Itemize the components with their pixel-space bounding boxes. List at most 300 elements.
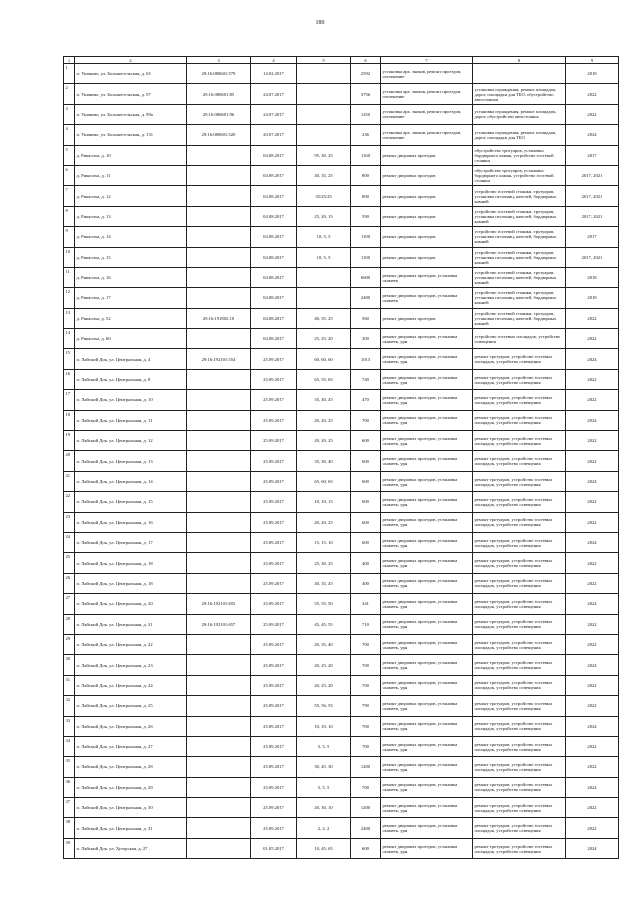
table-cell: д. Рикасиха, д. 52 [75,308,187,328]
table-cell: 2024 [566,349,619,369]
table-cell: ремонт дворовых проездов, установка скамеек, урн [381,594,473,614]
table-cell: ремонт тротуаров, устройство гостевых площадок, устройство освещения [473,798,566,818]
column-header: 9 [566,57,619,64]
table-cell [187,471,251,491]
table-cell: ремонт тротуаров, устройство гостевых площадок, устройство освещения [473,410,566,430]
table-row [64,64,619,84]
column-header: 5 [297,57,351,64]
table-cell: 2022 [566,573,619,593]
table-cell: д. Рикасиха, д. 12 [75,186,187,206]
table-cell: ремонт дворовых проездов, установка скамеек, урн [381,451,473,471]
table-cell [187,532,251,552]
table-cell: 24.07.2017 [251,84,297,104]
table-cell: устройство гостевой стоянки, тротуаров, установка песочниц, качелей, бордюрных камней [473,206,566,226]
table-cell: ремонт дворовых проездов, установка скамеек, урн [381,532,473,552]
table-row [64,308,619,328]
table-cell: ремонт тротуаров, устройство гостевых площадок, устройство освещения [473,736,566,756]
table-row [64,716,619,736]
table-cell: 2022 [566,818,619,838]
table-cell: ремонт дворовых проездов, установка скамеек, урн [381,410,473,430]
table-row [64,736,619,756]
table-cell: 740 [351,369,381,389]
table-cell: 2022 [566,84,619,104]
table-cell [187,757,251,777]
table-cell: 2 [64,84,75,104]
table-cell [473,64,566,84]
table-cell: установка ограждения, ремонт площадок, дорог, обустройство автостоянок [473,104,566,124]
table-cell: 2018 [566,64,619,84]
table-cell: д. Рикасиха, д. 13 [75,206,187,226]
table-cell: 25.09.2017 [251,431,297,451]
table-cell: 25.09.2017 [251,471,297,491]
table-cell: 10, 45, 65 [297,838,351,858]
table-cell: 4 [64,125,75,145]
table-cell: 25.09.2017 [251,798,297,818]
table-cell: ремонт тротуаров, устройство гостевых площадок, устройство освещения [473,838,566,858]
table-row [64,818,619,838]
table-cell: 29 [64,634,75,654]
table-cell: 29:16:080601:520 [187,125,251,145]
table-cell: д. Рикасиха, д. 60 [75,329,187,349]
table-row [64,267,619,287]
table-cell: установка ограждения, ремонт площадок, дорог, площадки для ТБО [473,125,566,145]
table-cell: ремонт дворовых проездов, установка скамеек, урн [381,329,473,349]
table-cell [187,410,251,430]
table-cell: 2022 [566,369,619,389]
table-cell: устройство гостевой стоянки, тротуаров, установка песочниц, качелей, бордюрных камней [473,308,566,328]
table-cell: 25.09.2017 [251,349,297,369]
table-cell: 20, 25, 20 [297,655,351,675]
table-row [64,165,619,185]
column-header: 7 [381,57,473,64]
table-cell [187,573,251,593]
table-cell [187,492,251,512]
table-cell: установка арх. знаков, ремонт проездов, озеленение [381,125,473,145]
table-cell: устройство гостевой стоянки, тротуаров, установка песочниц, качелей, бордюрных камней [473,247,566,267]
table-cell: 2024 [566,471,619,491]
table-cell: ремонт дворовых проездов, установка скамеек, урн [381,696,473,716]
table-cell: п. Лайский Док, ул. Центральная, д. 24 [75,675,187,695]
table-cell [187,431,251,451]
table-cell: ремонт дворовых проездов, установка скамеек [381,267,473,287]
table-cell [187,716,251,736]
table-cell: 33 [64,716,75,736]
table-cell: 1 [64,64,75,84]
table-row [64,838,619,858]
table-cell: 25.09.2017 [251,512,297,532]
table-cell: 25, 25, 20 [297,329,351,349]
table-cell: установка арх. знаков, ремонт проездов, озеленение [381,84,473,104]
table-cell: ремонт тротуаров, устройство гостевых площадок, устройство освещения [473,553,566,573]
table-cell: 31 [64,675,75,695]
table-cell: ремонт дворовых проездов, установка скамеек, урн [381,390,473,410]
table-cell [187,798,251,818]
table-cell: 40, 35, 25 [297,308,351,328]
table-cell: 25.09.2017 [251,451,297,471]
table-cell: 2022 [566,736,619,756]
table-cell: 2024 [566,125,619,145]
table-cell: ремонт тротуаров, устройство гостевых площадок, устройство освещения [473,696,566,716]
improvement-table [63,56,619,859]
column-header: 4 [251,57,297,64]
table-cell: 25.09.2017 [251,594,297,614]
table-cell: 20, 20, 25 [297,512,351,532]
table-cell: 2017 [566,145,619,165]
column-header: 2 [75,57,187,64]
table-row [64,696,619,716]
table-cell: д. Рикасиха, д. 16 [75,267,187,287]
table-cell: ремонт тротуаров, устройство гостевых площадок, устройство освещения [473,675,566,695]
table-cell: п. Ушаково, ул. Большесельская, д. 99а [75,104,187,124]
table-cell: 35 [64,757,75,777]
table-cell: 5, 5, 5 [297,777,351,797]
table-cell: устройство гостевой стоянки, тротуаров, установка песочниц, качелей, бордюрных камней [473,227,566,247]
table-cell [187,512,251,532]
table-cell: 34 [64,736,75,756]
column-header: 3 [187,57,251,64]
table-cell: 2018 [566,267,619,287]
table-cell: 40, 35, 25 [297,165,351,185]
table-cell [187,186,251,206]
table-cell: 2400 [351,288,381,308]
table-cell [187,390,251,410]
table-cell [297,84,351,104]
table-cell: 700 [351,634,381,654]
table-cell: 20, 35, 40 [297,634,351,654]
table-row [64,390,619,410]
table-cell: 28 [64,614,75,634]
table-cell: п. Лайский Док, ул. Центральная, д. 30 [75,798,187,818]
table-cell: 600 [351,532,381,552]
table-cell [187,227,251,247]
table-cell: 800 [351,165,381,185]
table-cell: ремонт тротуаров, устройство гостевых площадок, устройство освещения [473,471,566,491]
table-cell: 790 [351,696,381,716]
table-row [64,410,619,430]
table-cell: 700 [351,655,381,675]
table-cell: ремонт дворовых проездов, установка скамеек, урн [381,655,473,675]
table-row [64,553,619,573]
table-cell: ремонт тротуаров, устройство гостевых площадок, устройство освещения [473,655,566,675]
table-cell: п. Лайский Док, ул. Центральная, д. 26 [75,716,187,736]
table-cell: 35, 40, 45 [297,390,351,410]
table-cell: п. Лайский Док, ул. Центральная, д. 25 [75,696,187,716]
table-cell: ремонт тротуаров, устройство гостевых площадок, устройство освещения [473,532,566,552]
table-cell: п. Лайский Док, ул. Центральная, д. 29 [75,777,187,797]
table-cell: ремонт дворовых проездов, установка скамеек, урн [381,573,473,593]
table-cell: 01.05.2017 [251,838,297,858]
table-cell: 2017 [566,227,619,247]
table-cell: п. Лайский Док, ул. Центральная, д. 23 [75,655,187,675]
table-cell [187,675,251,695]
table-cell: 2022 [566,675,619,695]
table-cell: 2592 [351,64,381,84]
table-cell: 600 [351,492,381,512]
table-cell: 27 [64,594,75,614]
table-cell: 600 [351,471,381,491]
table-cell: 10, 10, 15 [297,492,351,512]
table-row [64,288,619,308]
table-cell: обустройство тротуаров, установка бордюрного камня, устройство гостевой стоянки [473,145,566,165]
table-cell: 29:16:191802:10 [187,308,251,328]
table-cell: 2024 [566,410,619,430]
table-cell: 300 [351,329,381,349]
table-row [64,573,619,593]
table-cell [187,838,251,858]
table-cell: 24 [64,532,75,552]
table-cell: 11 [64,267,75,287]
table-cell: 700 [351,777,381,797]
table-row [64,84,619,104]
table-cell: п. Лайский Док, ул. Центральная, д. 22 [75,634,187,654]
table-cell: 04.08.2017 [251,247,297,267]
table-cell: 2022 [566,492,619,512]
table-row [64,431,619,451]
table-cell: п. Лайский Док, ул. Центральная, д. 12 [75,431,187,451]
table-cell: 25.09.2017 [251,818,297,838]
table-cell: ремонт тротуаров, устройство гостевых площадок, устройство освещения [473,349,566,369]
table-row [64,798,619,818]
table-cell: ремонт дворовых проездов [381,186,473,206]
table-cell [297,288,351,308]
table-cell: 04.08.2017 [251,308,297,328]
table-cell: 36 [64,777,75,797]
table-cell: п. Лайский Док, ул. Центральная, д. 17 [75,532,187,552]
table-cell: 16 [64,369,75,389]
table-row [64,206,619,226]
table-cell [187,329,251,349]
table-cell: 38 [64,818,75,838]
table-cell: 10, 5, 5 [297,227,351,247]
table-cell: 25.09.2017 [251,553,297,573]
table-cell: ремонт дворовых проездов, установка скамеек, урн [381,818,473,838]
table-cell: ремонт дворовых проездов, установка скамеек, урн [381,349,473,369]
table-cell: ремонт тротуаров, устройство гостевых площадок, устройство освещения [473,777,566,797]
table-cell: 65, 60, 65 [297,471,351,491]
table-cell: п. Лайский Док, ул. Центральная, д. 21 [75,614,187,634]
table-cell: 2400 [351,818,381,838]
table-cell: устройство гостевой стоянки, тротуаров, установка песочниц, качелей, бордюрных камней [473,186,566,206]
page-number: 189 [315,20,325,26]
table-cell: 600 [351,512,381,532]
table-cell: 13 [64,308,75,328]
table-cell: 25.09.2017 [251,532,297,552]
table-cell: ремонт дворовых проездов, установка скамеек [381,288,473,308]
table-row [64,512,619,532]
table-cell: 25.09.2017 [251,634,297,654]
table-cell: п. Лайский Док, ул. Центральная, д. 16 [75,512,187,532]
table-cell: 400 [351,553,381,573]
table-cell: ремонт дворовых проездов, установка скамеек, урн [381,431,473,451]
table-cell: устройство гостевых площадок, устройство освещения [473,329,566,349]
table-cell: 341 [351,594,381,614]
table-cell: 1160 [351,145,381,165]
table-cell: п. Ушаково, ул. Большесельская, д. 131 [75,125,187,145]
table-cell: 60, 60, 60 [297,349,351,369]
table-cell: 9 [64,227,75,247]
table-cell: 1450 [351,104,381,124]
table-cell: 15 [64,349,75,369]
table-cell: ремонт дворовых проездов, установка скамеек, урн [381,757,473,777]
table-cell [187,267,251,287]
table-cell: 04.08.2017 [251,165,297,185]
column-header: 1 [64,57,75,64]
table-cell: 20, 25, 20 [297,675,351,695]
table-cell: 5, 5, 5 [297,736,351,756]
table-cell: 10 [64,247,75,267]
table-cell [187,655,251,675]
table-row [64,349,619,369]
table-cell: ремонт тротуаров, устройство гостевых площадок, устройство освещения [473,369,566,389]
table-cell: 2017, 2021 [566,186,619,206]
table-cell: ремонт дворовых проездов [381,206,473,226]
table-cell [187,288,251,308]
table-cell: 26 [64,573,75,593]
table-cell: 400 [351,573,381,593]
table-cell: 20.07.2017 [251,125,297,145]
table-body [64,64,619,859]
table-cell: 560 [351,308,381,328]
table-cell: 25, 30, 25 [297,553,351,573]
table-cell: 19 [64,431,75,451]
table-cell: 25.09.2017 [251,492,297,512]
table-cell: п. Лайский Док, ул. Центральная, д. 13 [75,451,187,471]
table-cell: 2022 [566,634,619,654]
table-row [64,594,619,614]
table-row [64,532,619,552]
table-cell: д. Рикасиха, д. 10 [75,145,187,165]
table-cell: 2022 [566,798,619,818]
table-cell: 3756 [351,84,381,104]
table-cell: п. Лайский Док, ул. Центральная, д. 27 [75,736,187,756]
table-cell: 24.07.2017 [251,104,297,124]
table-cell: 25.09.2017 [251,614,297,634]
table-cell: 04.08.2017 [251,267,297,287]
table-cell: п. Лайский Док, ул. Центральная, д. 18 [75,573,187,593]
table-cell: установка арх. знаков, ремонт проездов, озеленение [381,104,473,124]
table-cell: 20 [64,451,75,471]
table-cell: ремонт тротуаров, устройство гостевых площадок, устройство освещения [473,390,566,410]
table-header-row [64,57,619,64]
table-cell: ремонт тротуаров, устройство гостевых площадок, устройство освещения [473,573,566,593]
table-cell: 1100 [351,227,381,247]
table-cell: ремонт дворовых проездов, установка скамеек, урн [381,512,473,532]
table-cell: обустройство тротуаров, установка бордюрного камня, устройство гостевой стоянки [473,165,566,185]
table-cell: 14.02.2017 [251,64,297,84]
table-cell [297,267,351,287]
table-cell: ремонт тротуаров, устройство гостевых площадок, устройство освещения [473,492,566,512]
table-cell: ремонт тротуаров, устройство гостевых площадок, устройство освещения [473,431,566,451]
table-cell: ремонт дворовых проездов, установка скамеек, урн [381,634,473,654]
table-cell: 2, 2, 2 [297,818,351,838]
table-cell [187,247,251,267]
table-cell: 32 [64,696,75,716]
table-cell: п. Лайский Док, ул. Центральная, д. 20 [75,594,187,614]
table-row [64,492,619,512]
table-cell: 55, 56, 55 [297,696,351,716]
table-cell: 25.09.2017 [251,390,297,410]
table-cell: п. Лайский Док, ул. Центральная, д. 18 [75,553,187,573]
table-cell: 17 [64,390,75,410]
table-cell: 5 [64,145,75,165]
table-cell: 37 [64,798,75,818]
table-cell [187,634,251,654]
table-cell: ремонт дворовых проездов [381,145,473,165]
table-cell: 29:16:192101:657 [187,614,251,634]
table-cell [297,125,351,145]
table-cell: 29:16:192101:655 [187,594,251,614]
table-cell: ремонт дворовых проездов [381,227,473,247]
table-cell: 2022 [566,329,619,349]
table-cell: 04.08.2017 [251,145,297,165]
table-cell: 2017, 2021 [566,165,619,185]
table-cell: 25, 20, 15 [297,206,351,226]
table-row [64,675,619,695]
table-row [64,634,619,654]
table-cell [187,206,251,226]
table-cell: 25.09.2017 [251,716,297,736]
table-cell: 2024 [566,777,619,797]
table-cell: 590 [351,206,381,226]
table-cell: ремонт дворовых проездов, установка скамеек, урн [381,798,473,818]
table-cell: 25.09.2017 [251,655,297,675]
table-cell: ремонт тротуаров, устройство гостевых площадок, устройство освещения [473,716,566,736]
table-cell: 7 [64,186,75,206]
table-cell: д. Рикасиха, д. 15 [75,247,187,267]
table-cell: 04.08.2017 [251,186,297,206]
table-cell: ремонт дворовых проездов, установка скамеек, урн [381,553,473,573]
table-cell: устройство гостевой стоянки, тротуаров, установка песочниц, качелей, бордюрных камней [473,267,566,287]
table-cell: 6 [64,165,75,185]
table-cell: 25.09.2017 [251,696,297,716]
table-cell: п. Лайский Док, ул. Центральная, д. 15 [75,492,187,512]
table-cell: установка арх. знаков, ремонт проездов, озеленение [381,64,473,84]
table-cell: 25.09.2017 [251,675,297,695]
table-cell: 39 [64,838,75,858]
table-row [64,655,619,675]
table-cell [297,64,351,84]
table-cell [187,736,251,756]
table-cell: ремонт тротуаров, устройство гостевых площадок, устройство освещения [473,512,566,532]
table-cell: 1100 [351,247,381,267]
table-cell: 65, 55, 65 [297,369,351,389]
table-cell: 2024 [566,532,619,552]
table-cell: ремонт тротуаров, устройство гостевых площадок, устройство освещения [473,614,566,634]
table-row [64,369,619,389]
table-row [64,104,619,124]
table-cell: 23 [64,512,75,532]
table-cell: 600 [351,431,381,451]
table-cell: 15, 15, 10 [297,532,351,552]
table-cell: 700 [351,736,381,756]
table-cell: 25.09.2017 [251,736,297,756]
table-cell: 800 [351,186,381,206]
table-cell: 2022 [566,614,619,634]
table-cell: 470 [351,390,381,410]
table-cell: п. Лайский Док, ул. Центральная, д. 4 [75,349,187,369]
table-cell: 2022 [566,757,619,777]
table-row [64,145,619,165]
table-row [64,471,619,491]
table-cell: д. Рикасиха, д. 14 [75,227,187,247]
table-cell: 700 [351,716,381,736]
table-cell: 2024 [566,655,619,675]
table-cell: 10, 5, 5 [297,247,351,267]
table-cell: 2024 [566,594,619,614]
table-cell: 2022 [566,451,619,471]
table-cell: 12 [64,288,75,308]
table-cell: 2024 [566,838,619,858]
